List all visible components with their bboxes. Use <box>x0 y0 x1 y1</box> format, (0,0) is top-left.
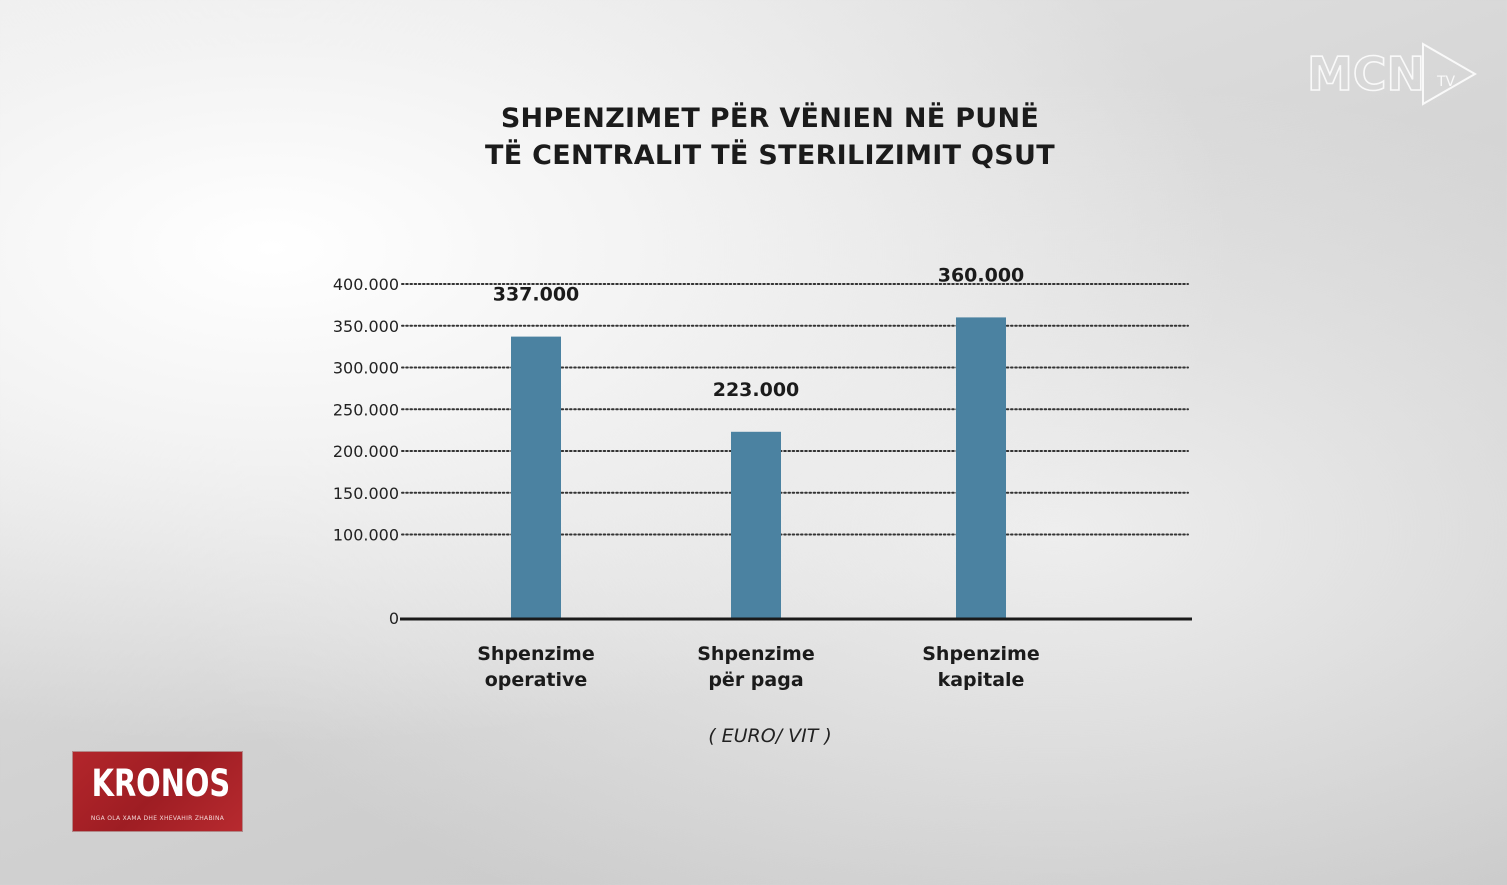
show-logo-subtitle: NGA OLA XAMA DHE XHEVAHIR ZHABINA <box>90 815 225 822</box>
category-label-paga <box>656 641 856 693</box>
y-tick-label: 100.000 <box>332 525 399 545</box>
category-label-operative <box>436 641 636 693</box>
bar <box>956 317 1006 618</box>
show-logo-title: KRONOS <box>91 762 231 805</box>
channel-logo-icon <box>1305 40 1485 110</box>
channel-logo-text: MCN <box>1307 47 1426 101</box>
show-logo <box>73 752 242 831</box>
y-tick-label: 0 <box>388 609 399 628</box>
y-tick-label: 150.000 <box>332 483 399 503</box>
category-label-line: kapitale <box>937 669 1025 691</box>
bar-value-label: 360.000 <box>937 264 1025 287</box>
category-label-kapitale <box>881 641 1081 693</box>
category-label-line: operative <box>484 669 588 691</box>
category-label-line: Shpenzime <box>477 643 595 665</box>
y-tick-label: 400.000 <box>332 275 399 294</box>
chart-title-line-1: SHPENZIMET PËR VËNIEN NË PUNË <box>500 103 1040 134</box>
chart-title-line-2: TË CENTRALIT TË STERILIZIMIT QSUT <box>485 140 1055 171</box>
bar-value-label: 337.000 <box>492 283 580 306</box>
category-label-line: Shpenzime <box>922 643 1040 665</box>
y-tick-label: 200.000 <box>332 442 399 461</box>
bar-value-label: 223.000 <box>712 378 800 401</box>
y-tick-label: 250.000 <box>332 400 399 420</box>
unit-label: ( EURO/ VIT ) <box>708 725 832 747</box>
category-label-line: për paga <box>708 669 804 691</box>
y-tick-label: 350.000 <box>332 316 399 336</box>
y-tick-label: 300.000 <box>332 358 399 378</box>
category-label-line: Shpenzime <box>697 643 815 665</box>
bar <box>511 337 561 618</box>
bar <box>731 432 781 618</box>
channel-logo-suffix: TV <box>1437 74 1456 90</box>
